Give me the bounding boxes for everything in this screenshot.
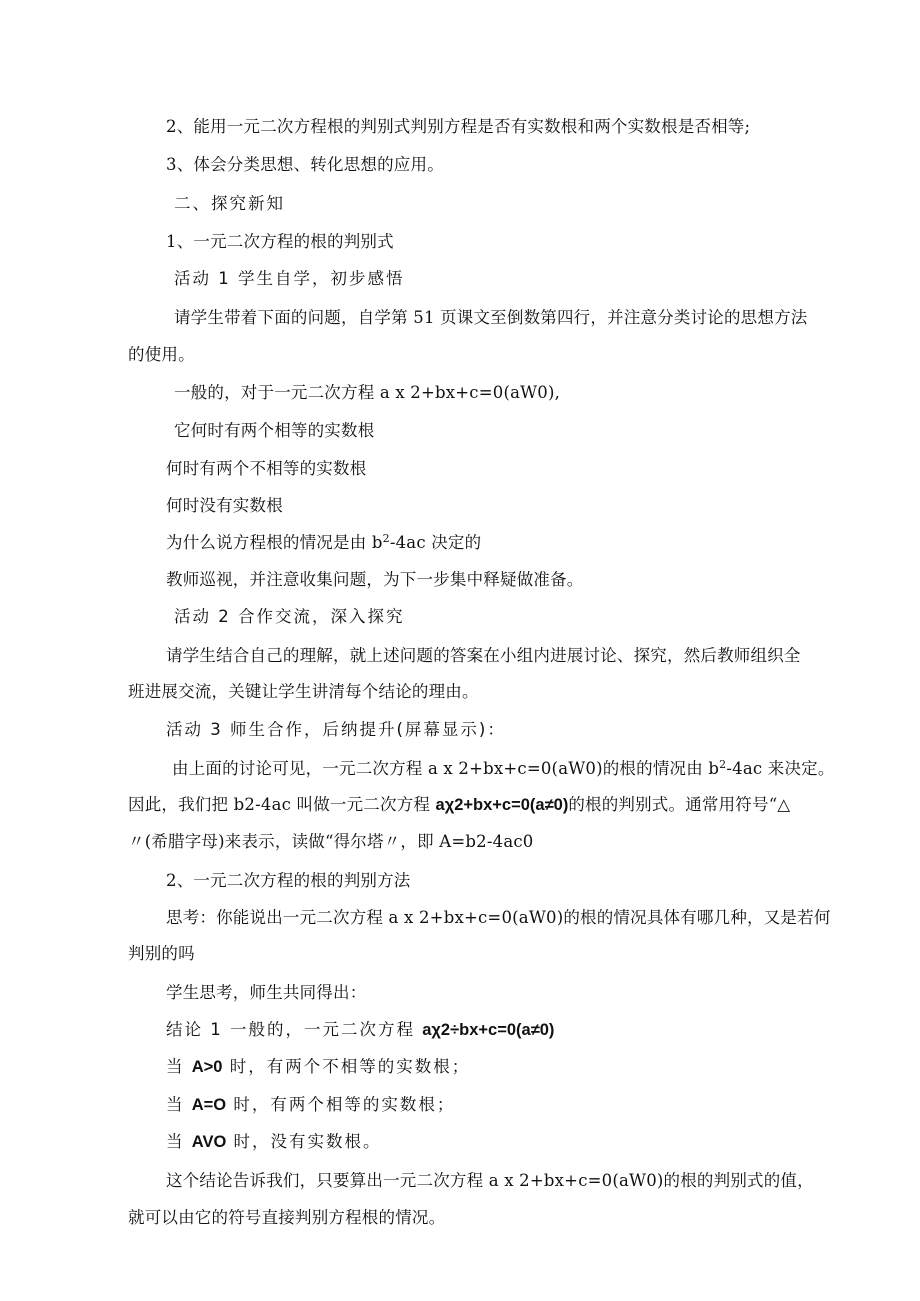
activity-2-heading: 活动 2 合作交流，深入探究 — [174, 607, 405, 626]
case-negative — [166, 1130, 824, 1154]
paragraph-discussion-cont: 班进展交流，关键让学生讲清每个结论的理由。 — [128, 682, 479, 701]
paragraph-self-study: 请学生带着下面的问题，自学第 51 页课文至倒数第四行，并注意分类讨论的思想方法 — [174, 308, 808, 327]
text-segment: 因此，我们把 b2-4ac 叫做一元二次方程 — [128, 795, 436, 814]
text-segment: 时，有两个相等的实数根； — [226, 1095, 456, 1114]
text-segment: 由上面的讨论可见，一元二次方程 a x 2+bx+c=0(aW0)的根的情况由 b — [172, 759, 720, 778]
symbol-bold: A>0 — [191, 1058, 223, 1076]
symbol-bold: A=O — [191, 1096, 227, 1114]
subheading-discriminant: 1、一元二次方程的根的判别式 — [166, 232, 394, 251]
paragraph-discussion: 请学生结合自己的理解，就上述问题的答案在小组内进展讨论、探究，然后教师组织全 — [166, 646, 801, 665]
superscript: 2 — [719, 758, 727, 771]
text-segment: 的根的判别式。通常用符号“△ — [568, 795, 791, 814]
paragraph-think: 思考：你能说出一元二次方程 a x 2+bx+c=0(aW0)的根的情况具体有哪几种，又是若何 — [166, 908, 831, 927]
section-heading-explore: 二、探究新知 — [174, 194, 285, 213]
question-why-discriminant — [166, 531, 824, 555]
general-equation-line: 一般的，对于一元二次方程 a x 2+bx+c=0(aW0), — [174, 383, 561, 402]
teacher-patrol-line: 教师巡视，并注意收集问题，为下一步集中释疑做准备。 — [166, 570, 584, 589]
question-equal-roots: 它何时有两个相等的实数根 — [174, 421, 375, 440]
paragraph-conclusion — [172, 757, 835, 781]
text-segment: 当 — [166, 1095, 192, 1114]
case-positive — [166, 1055, 824, 1079]
paragraph-summary: 这个结论告诉我们，只要算出一元二次方程 a x 2+bx+c=0(aW0)的根的判别式的值， — [166, 1171, 814, 1190]
text-segment: -4ac 决定的 — [389, 533, 482, 552]
paragraph-summary-cont: 就可以由它的符号直接判别方程根的情况。 — [128, 1208, 446, 1227]
question-unequal-roots: 何时有两个不相等的实数根 — [166, 459, 367, 478]
superscript: 2 — [382, 532, 390, 545]
paragraph-self-study-cont: 的使用。 — [128, 345, 195, 364]
equation-bold: aχ2÷bx+c=0(a≠0) — [422, 1021, 555, 1039]
equation-bold: aχ2+bx+c=0(a≠0) — [435, 796, 569, 814]
paragraph-definition — [128, 793, 824, 817]
conclusion-1-heading — [166, 1018, 824, 1042]
symbol-bold: AVO — [191, 1133, 227, 1151]
subheading-method: 2、一元二次方程的根的判别方法 — [166, 871, 411, 890]
activity-1-heading: 活动 1 学生自学，初步感悟 — [174, 269, 405, 288]
text-segment: 结论 1 一般的，一元二次方程 — [166, 1020, 423, 1039]
activity-3-heading: 活动 3 师生合作，后纳提升(屏幕显示)： — [166, 720, 506, 739]
text-segment: 当 — [166, 1132, 192, 1151]
text-segment: 时，没有实数根。 — [226, 1132, 382, 1151]
text-segment: 时，有两个不相等的实数根； — [222, 1057, 471, 1076]
text-segment: 为什么说方程根的情况是由 b — [166, 533, 383, 552]
paragraph-think-cont: 判别的吗 — [128, 944, 195, 963]
text-segment: -4ac 来决定。 — [726, 759, 835, 778]
objective-3: 3、体会分类思想、转化思想的应用。 — [166, 155, 444, 174]
students-think-line: 学生思考，师生共同得出： — [166, 983, 367, 1002]
paragraph-definition-cont: 〃(希腊字母)来表示，读做“得尔塔〃，即 A=b2-4ac0 — [128, 832, 534, 851]
objective-2: 2、能用一元二次方程根的判别式判别方程是否有实数根和两个实数根是否相等; — [166, 117, 751, 136]
case-zero — [166, 1093, 824, 1117]
question-no-roots: 何时没有实数根 — [166, 496, 283, 515]
text-segment: 当 — [166, 1057, 192, 1076]
